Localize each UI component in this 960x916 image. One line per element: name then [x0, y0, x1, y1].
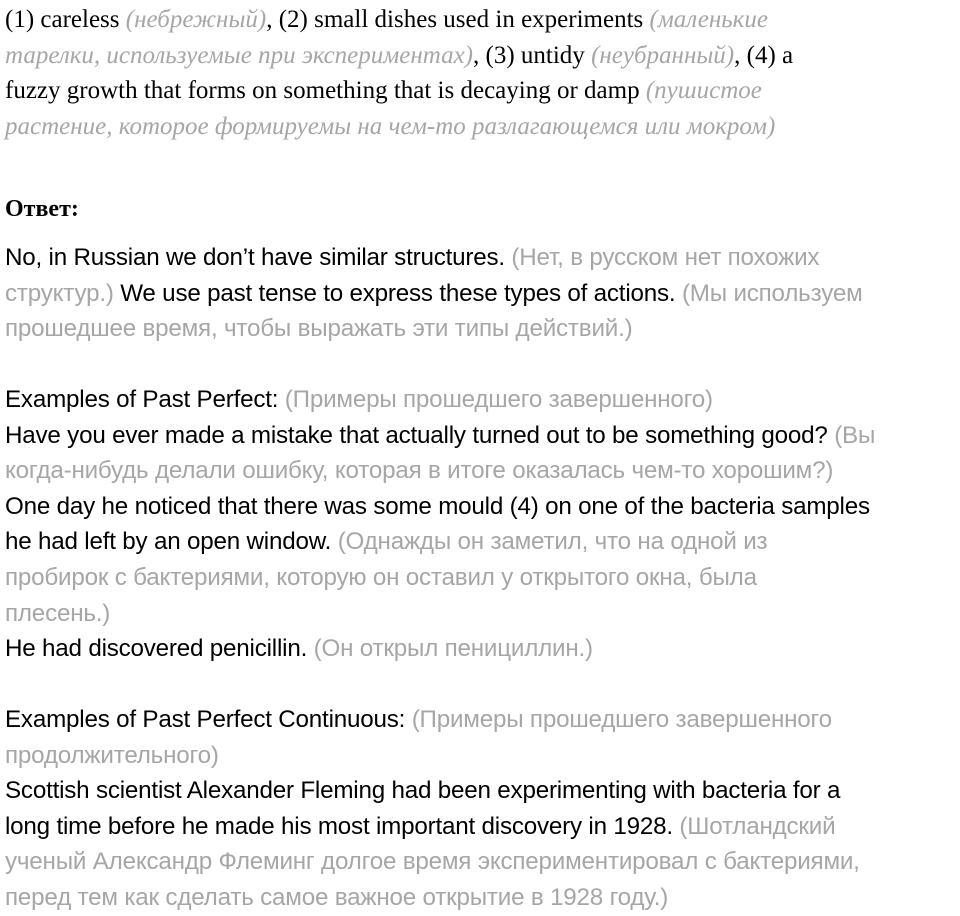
- past-perfect-sentence1-ru-start: (Однажды он заметил, что на одной из: [337, 528, 768, 556]
- ppc-sentence-en-start: Scottish scientist Alexander Fleming had been experimenting with bacteria for a: [5, 777, 841, 805]
- ppc-label-ru-start: (Примеры прошедшего завершенного: [411, 706, 832, 733]
- ppc-sentence-ru-mid: ученый Александр Флеминг долгое время экспериментировал с бактериями,: [5, 848, 860, 876]
- vocab-line-1: [5, 2, 955, 38]
- intro-ru-4: прошедшее время, чтобы выражать эти типы действий.): [5, 315, 633, 343]
- vocab-line-2: [5, 38, 955, 74]
- ppc-sentence-line-4: [5, 880, 955, 916]
- ppc-sentence-line-1: [5, 773, 955, 809]
- ppc-sentence-line-3: [5, 844, 955, 880]
- intro-en-2: We use past tense to express these types of actions.: [113, 279, 682, 307]
- past-perfect-sentence2-ru: (Он открыл пенициллин.): [313, 635, 593, 663]
- past-perfect-question-line-1: [5, 418, 955, 454]
- ppc-label-line-2: [5, 738, 955, 774]
- past-perfect-sentence1-en-start: One day he noticed that there was some mould (4) on one of the bacteria samples: [5, 492, 870, 520]
- intro-en-1: No, in Russian we don’t have similar structures.: [5, 244, 512, 271]
- ppc-label-line-1: [5, 702, 955, 738]
- past-perfect-examples: [5, 382, 955, 667]
- vocab-dishes-ru-end: тарелки, используемые при экспериментах): [5, 41, 474, 69]
- ppc-sentence-en-end: long time before he made his most important discovery in 1928.: [5, 812, 680, 840]
- answer-intro: [5, 240, 955, 347]
- intro-ru-2: структур.): [5, 279, 114, 307]
- vocab-mould-ru-start: (пушистое: [645, 77, 762, 105]
- past-perfect-sentence1-ru-mid: пробирок с бактериями, которую он оставил у открытого окна, была: [5, 563, 757, 591]
- vocab-mould-en-start: , (4) a: [734, 41, 794, 69]
- intro-line-2: [5, 276, 955, 312]
- past-perfect-sentence1-line-2: [5, 524, 955, 560]
- intro-ru-1: (Нет, в русском нет похожих: [511, 244, 820, 271]
- vocab-line-3: [5, 73, 955, 109]
- ppc-sentence-line-2: [5, 809, 955, 845]
- past-perfect-label-en: Examples of Past Perfect:: [5, 386, 285, 413]
- intro-line-3: [5, 311, 955, 347]
- past-perfect-sentence1-ru-end: плесень.): [5, 599, 111, 627]
- vocab-mould-ru-end: растение, которое формируемы на чем-то разлагающемся или мокром): [5, 112, 776, 140]
- vocabulary-definitions: [5, 2, 955, 144]
- ppc-label-ru-end: продолжительного): [5, 741, 219, 769]
- intro-line-1: [5, 240, 955, 276]
- past-perfect-sentence1-line-3: [5, 560, 955, 596]
- vocab-careless-en: (1) careless: [5, 6, 126, 33]
- vocab-untidy-ru: (неубранный): [591, 41, 735, 69]
- past-perfect-question-line-2: [5, 453, 955, 489]
- past-perfect-continuous-examples: [5, 702, 955, 916]
- past-perfect-sentence1-en-end: he had left by an open window.: [5, 528, 338, 556]
- vocab-dishes-ru-start: (маленькие: [649, 6, 768, 33]
- past-perfect-sentence2-en: He had discovered penicillin.: [5, 635, 314, 663]
- ppc-label-en: Examples of Past Perfect Continuous:: [5, 706, 412, 733]
- vocab-dishes-en: , (2) small dishes used in experiments: [266, 6, 650, 33]
- vocab-mould-en: fuzzy growth that forms on something that is decaying or damp: [5, 77, 646, 105]
- past-perfect-label-line: [5, 382, 955, 418]
- past-perfect-sentence2-line: [5, 631, 955, 667]
- answer-section: [5, 192, 955, 228]
- vocab-careless-ru: (небрежный): [125, 6, 267, 33]
- vocab-untidy-en: , (3) untidy: [473, 41, 592, 69]
- past-perfect-question-ru-start: (Вы: [834, 421, 876, 449]
- past-perfect-question-ru-end: когда-нибудь делали ошибку, которая в итоге оказалась чем-то хорошим?): [5, 457, 834, 485]
- past-perfect-label-ru: (Примеры прошедшего завершенного): [284, 386, 713, 413]
- answer-heading: Ответ:: [5, 196, 79, 222]
- vocab-line-4: [5, 109, 955, 145]
- past-perfect-question-en: Have you ever made a mistake that actually turned out to be something good?: [5, 421, 835, 449]
- past-perfect-sentence1-line-1: [5, 489, 955, 525]
- ppc-sentence-ru-end: перед тем как сделать самое важное открытие в 1928 году.): [5, 883, 669, 911]
- intro-ru-3: (Мы используем: [681, 279, 863, 307]
- past-perfect-sentence1-line-4: [5, 596, 955, 632]
- ppc-sentence-ru-start: (Шотландский: [679, 812, 836, 840]
